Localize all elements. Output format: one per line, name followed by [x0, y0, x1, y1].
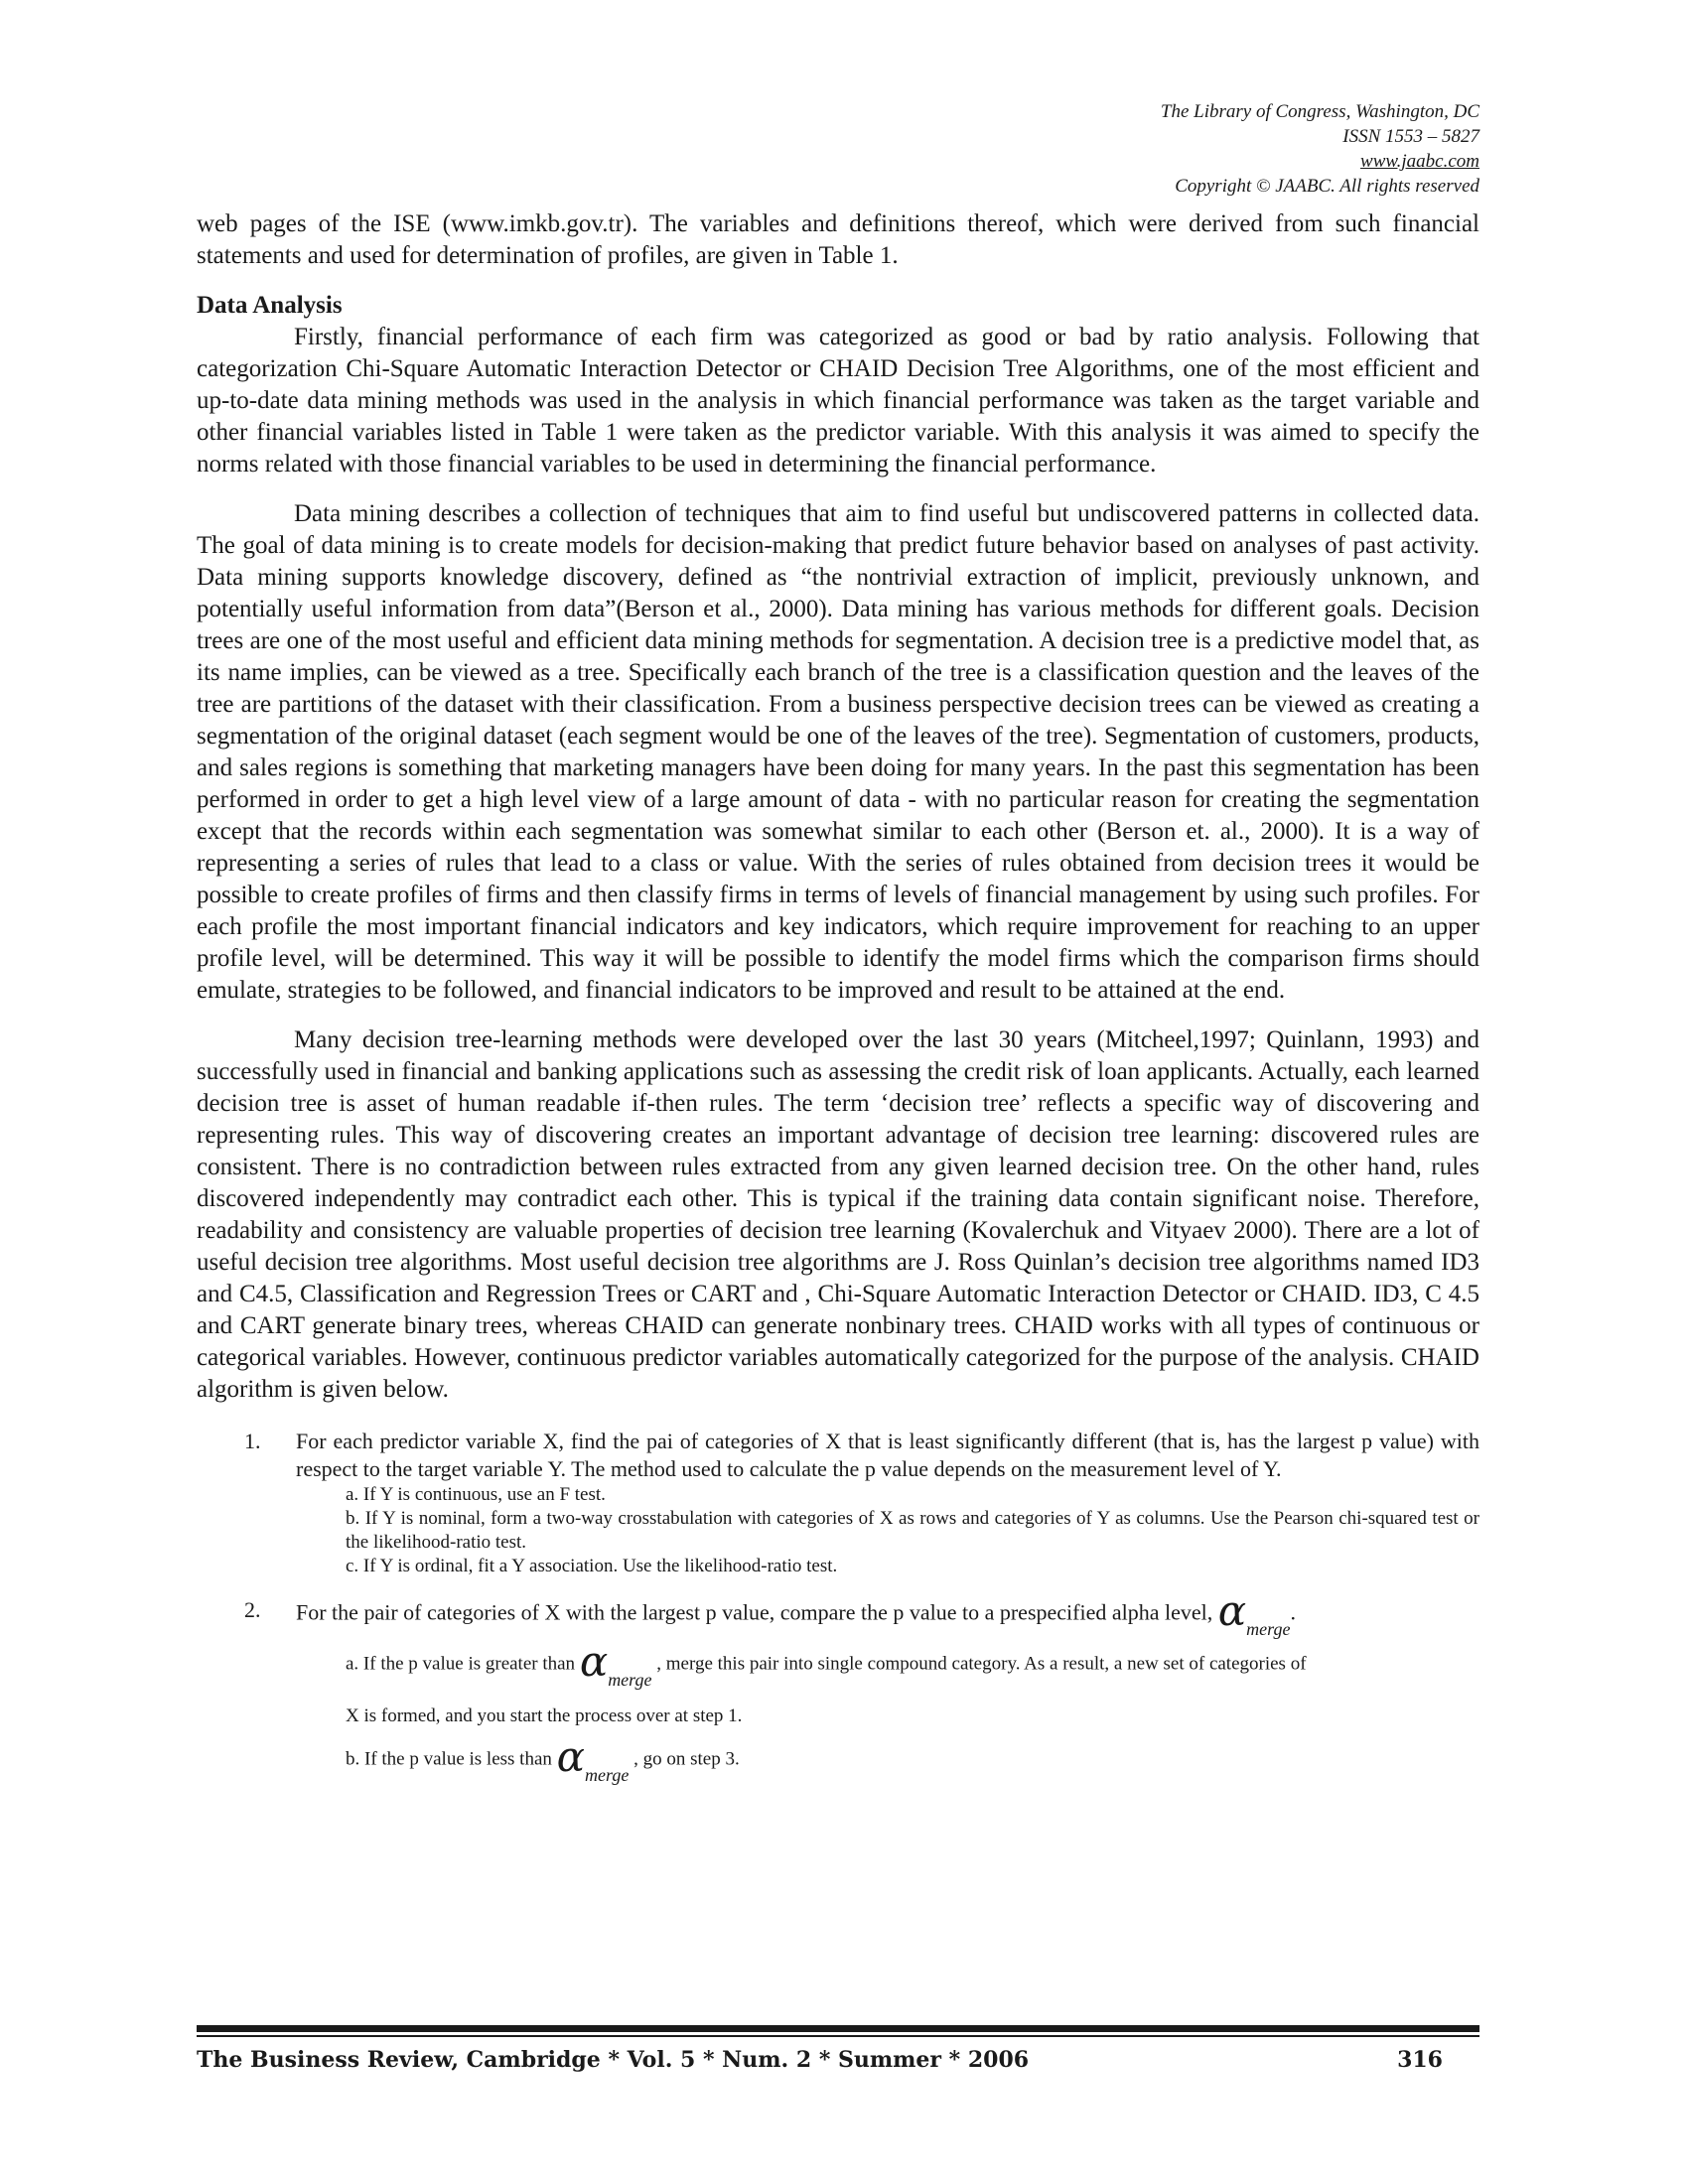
alpha-merge-symbol: $\alpha_{merge}$ — [1217, 1586, 1291, 1639]
footer-divider-thin — [197, 2035, 1479, 2037]
paragraph-3: Many decision tree-learning methods were developed over the last 30 years (Mitcheel,1997; Quinlann, 1993) and successfully used in financial and banking applications such as assessing the credit risk of loan applicants. Actually, each learned decision tree is asset of human readable if-then rules. The term ‘decision tree’ reflects a specific way of discovering and representing rules. This way of discovering creates an important advantage of decision tree learning: discovered rules are consistent. There is no contradiction between rules extracted from any given learned decision tree. On the other hand, rules discovered independently may contradict each other. This is typical if the training data contain significant noise. Therefore, readability and consistency are valuable properties of decision tree learning (Kovalerchuk and Vityaev 2000). There are a lot of useful decision tree algorithms. Most useful decision tree algorithms are J. Ross Quinlan’s decision tree algorithms named ID3 and C4.5, Classification and Regression Trees or CART and , Chi-Square Automatic Interaction Detector or CHAID. ID3, C 4.5 and CART generate binary trees, whereas CHAID can generate nonbinary trees. CHAID works with all types of continuous or categorical variables. However, continuous predictor variables automatically categorized for the purpose of the analysis. CHAID algorithm is given below. — [197, 1026, 1479, 1403]
list-item-2: 2. For the pair of categories of X with the largest p value, compare the p value to a prespecified alpha level, $\alpha_{merge}$. — [244, 1586, 1296, 1639]
sub-item-1c: c. If Y is ordinal, fit a Y association. Use the likelihood-ratio test. — [346, 1556, 838, 1576]
sub-item-1b: b. If Y is nominal, form a two-way crosstabulation with categories of X as rows and categories of Y as columns. Use the Pearson chi-squared test or the likelihood-ratio test. — [346, 1508, 1479, 1553]
page-number: 316 — [1397, 2047, 1443, 2073]
footer-divider-thick — [197, 2025, 1479, 2032]
header-issn: ISSN 1553 – 5827 — [1342, 126, 1479, 147]
paragraph-1: Firstly, financial performance of each firm was categorized as good or bad by ratio analysis. Following that categorization Chi-Square Automatic Interaction Detector or CHAID Decision Tree Algorithms, one of the most efficient and up-to-date data mining methods was used in the analysis in which financial performance was taken as the target variable and other financial variables listed in Table 1 were taken as the predictor variable. With this analysis it was aimed to specify the norms related with those financial variables to be used in determining the financial performance. — [197, 324, 1479, 478]
footer-journal: The Business Review, Cambridge * Vol. 5 * Num. 2 * Summer * 2006 — [197, 2047, 1030, 2073]
list-item-1 — [197, 1428, 1479, 1483]
page-header — [1161, 99, 1479, 199]
sub-item-2b: b. If the p value is less than αmerge , go on step 3. — [346, 1732, 740, 1785]
list-number: 2. — [244, 1597, 261, 1622]
page-footer — [197, 2047, 1443, 2073]
header-copyright: Copyright © JAABC. All rights reserved — [1175, 176, 1479, 197]
list-number: 1. — [244, 1429, 261, 1453]
alpha-merge-symbol: αmerge — [556, 1732, 630, 1785]
sub-item-1a: a. If Y is continuous, use an F test. — [346, 1484, 606, 1505]
list-item-text: For the pair of categories of X with the largest p value, compare the p value to a prespecified alpha level, — [296, 1599, 1213, 1625]
header-publisher: The Library of Congress, Washington, DC — [1160, 101, 1479, 122]
intro-paragraph: web pages of the ISE (www.imkb.gov.tr). The variables and definitions thereof, which were derived from such financial statements and used for determination of profiles, are given in Table 1. — [197, 210, 1479, 269]
chaid-steps-list — [197, 1428, 1479, 1785]
header-website-link[interactable]: www.jaabc.com — [1360, 151, 1479, 172]
sub-item-2a: a. If the p value is greater than αmerge , merge this pair into single compound category. As a result, a new set of categories of X is formed, and you start the process over at step 1. — [346, 1637, 1307, 1726]
alpha-merge-symbol: αmerge — [579, 1637, 652, 1690]
section-heading: Data Analysis — [197, 292, 343, 319]
paragraph-2: Data mining describes a collection of techniques that aim to find useful but undiscovered patterns in collected data. The goal of data mining is to create models for decision-making that predict future behavior based on analyses of past activity. Data mining supports knowledge discovery, defined as “the nontrivial extraction of implicit, previously unknown, and potentially useful information from data”(Berson et al., 2000). Data mining has various methods for different goals. Decision trees are one of the most useful and efficient data mining methods for segmentation. A decision tree is a predictive model that, as its name implies, can be viewed as a tree. Specifically each branch of the tree is a classification question and the leaves of the tree are partitions of the dataset with their classification. From a business perspective decision trees can be viewed as creating a segmentation of the original dataset (each segment would be one of the leaves of the tree). Segmentation of customers, products, and sales regions is something that marketing managers have been doing for many years. In the past this segmentation has been performed in order to get a high level view of a large amount of data - with no particular reason for creating the segmentation except that the records within each segmentation was somewhat similar to each other (Berson et. al., 2000). It is a way of representing a series of rules that lead to a class or value. With the series of rules obtained from decision trees it would be possible to create profiles of firms and then classify firms in terms of levels of financial management by using such profiles. For each profile the most important financial indicators and key indicators, which require improvement for reaching to an upper profile level, will be determined. This way it will be possible to identify the model firms which the comparison firms should emulate, strategies to be followed, and financial indicators to be improved and result to be attained at the end. — [197, 500, 1479, 1004]
article-body — [197, 208, 1479, 1785]
list-item-text: For each predictor variable X, find the pai of categories of X that is least significantly different (that is, has the largest p value) with respect to the target variable Y. The method used to calculate the p value depends on the measurement level of Y. — [296, 1429, 1479, 1481]
